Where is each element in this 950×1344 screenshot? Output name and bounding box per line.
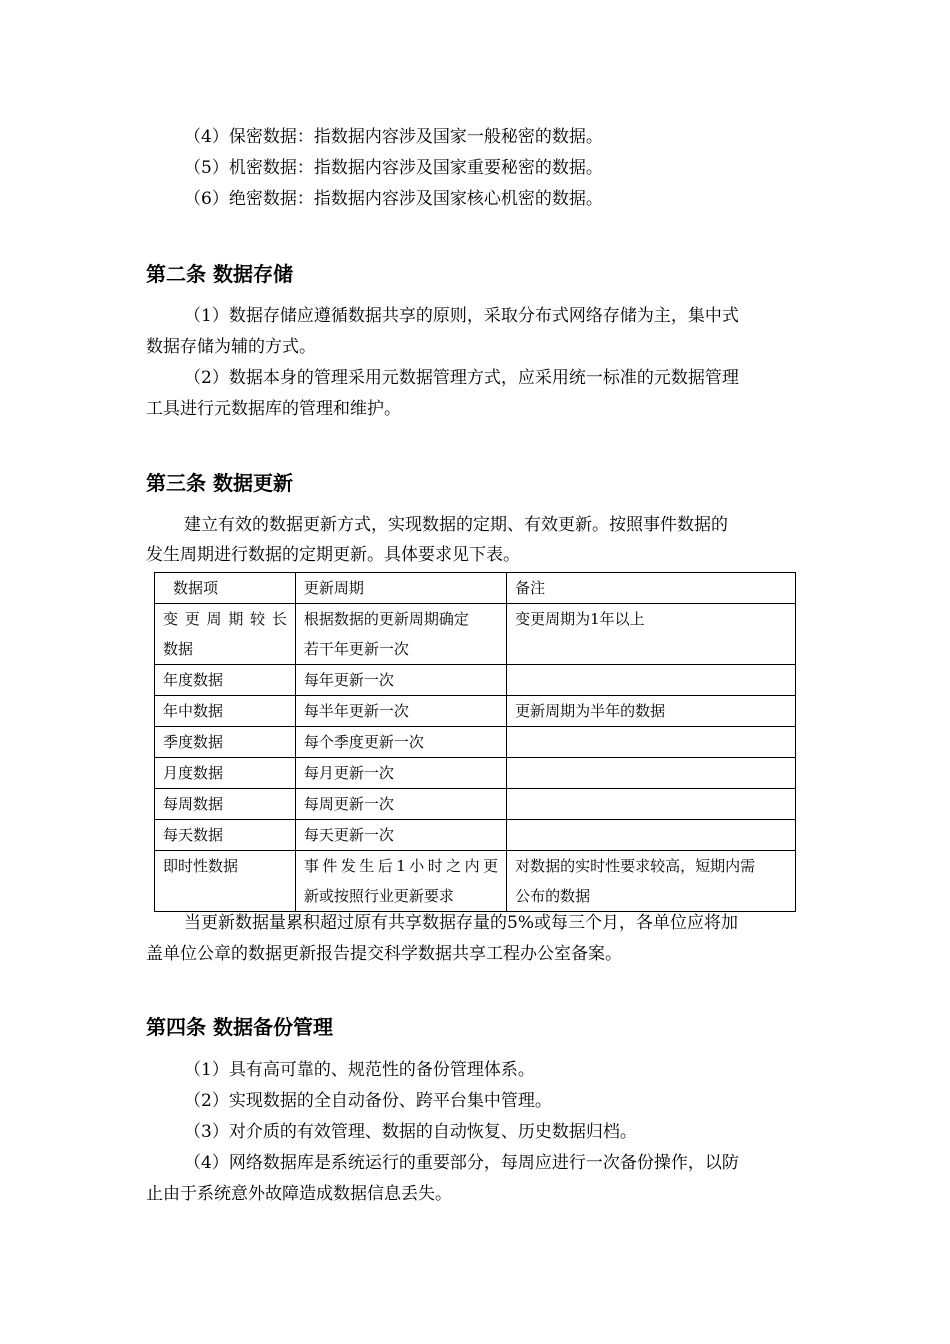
table-header-cell: 更新周期 <box>295 573 506 604</box>
table-row <box>155 665 796 696</box>
classification-item-4: （4）保密数据：指数据内容涉及国家一般秘密的数据。 <box>184 127 603 147</box>
table-row <box>155 789 796 820</box>
update-after-line-2: 盖单位公章的数据更新报告提交科学数据共享工程办公室备案。 <box>146 944 622 964</box>
table-row <box>155 820 796 851</box>
cell-line: 变更周期较长 <box>163 610 287 628</box>
table-cell <box>295 851 506 912</box>
table-cell: 月度数据 <box>155 758 296 789</box>
table-row <box>155 727 796 758</box>
table-cell <box>155 604 296 665</box>
table-cell <box>507 851 796 912</box>
backup-item-4-line-1: （4）网络数据库是系统运行的重要部分，每周应进行一次备份操作，以防 <box>184 1153 739 1173</box>
table-cell: 每周更新一次 <box>295 789 506 820</box>
backup-item-2: （2）实现数据的全自动备份、跨平台集中管理。 <box>184 1091 552 1111</box>
cell-line: 事件发生后1小时之内更 <box>303 857 499 875</box>
update-schedule-table <box>154 572 796 912</box>
storage-para-1-line-2: 数据存储为辅的方式。 <box>146 337 316 357</box>
cell-line: 根据数据的更新周期确定 <box>303 610 469 628</box>
table-cell <box>295 604 506 665</box>
cell-line: 公布的数据 <box>515 887 591 905</box>
table-cell: 年度数据 <box>155 665 296 696</box>
table-row <box>155 696 796 727</box>
cell-line: 变更周期为1年以上 <box>515 610 645 628</box>
table-cell <box>155 851 296 912</box>
table-row <box>155 851 796 912</box>
cell-line: 新或按照行业更新要求 <box>303 887 454 905</box>
table-cell <box>507 604 796 665</box>
table-cell: 每个季度更新一次 <box>295 727 506 758</box>
backup-item-4-line-2: 止由于系统意外故障造成数据信息丢失。 <box>146 1184 452 1204</box>
table-cell: 季度数据 <box>155 727 296 758</box>
backup-item-1: （1）具有高可靠的、规范性的备份管理体系。 <box>184 1060 535 1080</box>
table-cell: 年中数据 <box>155 696 296 727</box>
table-header-cell: 数据项 <box>155 573 296 604</box>
table-row <box>155 758 796 789</box>
update-intro-line-1: 建立有效的数据更新方式，实现数据的定期、有效更新。按照事件数据的 <box>184 515 728 535</box>
classification-item-5: （5）机密数据：指数据内容涉及国家重要秘密的数据。 <box>184 158 603 178</box>
classification-item-6: （6）绝密数据：指数据内容涉及国家核心机密的数据。 <box>184 189 603 209</box>
table-cell <box>507 665 796 696</box>
table-row <box>155 604 796 665</box>
table-cell <box>507 789 796 820</box>
table-cell: 每周数据 <box>155 789 296 820</box>
cell-line: 数据 <box>163 640 194 658</box>
backup-item-3: （3）对介质的有效管理、数据的自动恢复、历史数据归档。 <box>184 1122 637 1142</box>
table-cell: 每半年更新一次 <box>295 696 506 727</box>
table-header-cell: 备注 <box>507 573 796 604</box>
table-cell <box>507 727 796 758</box>
table-cell <box>507 820 796 851</box>
section-heading-backup: 第四条 数据备份管理 <box>146 1015 333 1039</box>
cell-line: 即时性数据 <box>163 857 239 875</box>
table-cell: 每月更新一次 <box>295 758 506 789</box>
table-cell: 每天数据 <box>155 820 296 851</box>
section-heading-update: 第三条 数据更新 <box>146 471 293 495</box>
update-intro-line-2: 发生周期进行数据的定期更新。具体要求见下表。 <box>146 545 520 565</box>
storage-para-2-line-2: 工具进行元数据库的管理和维护。 <box>146 399 401 419</box>
storage-para-1-line-1: （1）数据存储应遵循数据共享的原则，采取分布式网络存储为主，集中式 <box>184 306 739 326</box>
cell-line: 对数据的实时性要求较高，短期内需 <box>515 857 756 875</box>
table-cell: 每天更新一次 <box>295 820 506 851</box>
table-cell <box>507 758 796 789</box>
table-header-row <box>155 573 796 604</box>
cell-line: 若干年更新一次 <box>303 640 409 658</box>
update-after-line-1: 当更新数据量累积超过原有共享数据存量的5%或每三个月，各单位应将加 <box>184 913 738 933</box>
table-cell: 每年更新一次 <box>295 665 506 696</box>
section-heading-storage: 第二条 数据存储 <box>146 262 293 286</box>
table-cell: 更新周期为半年的数据 <box>507 696 796 727</box>
storage-para-2-line-1: （2）数据本身的管理采用元数据管理方式，应采用统一标准的元数据管理 <box>184 368 739 388</box>
